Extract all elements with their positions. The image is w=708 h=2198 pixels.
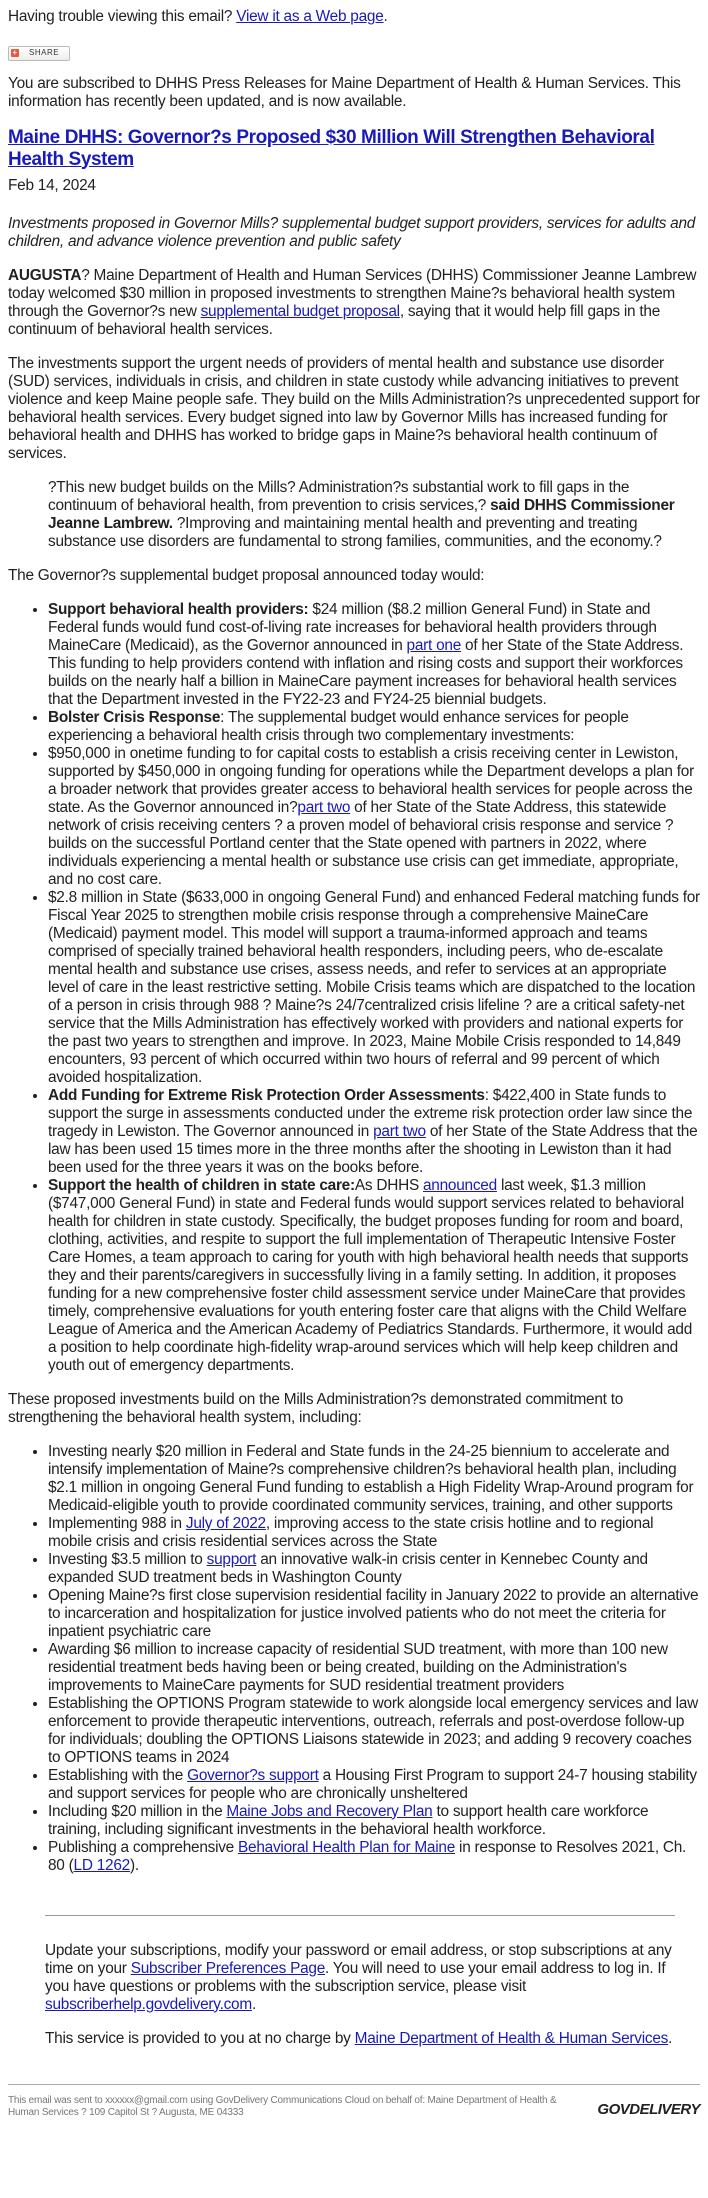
item-heading: Bolster Crisis Response (48, 708, 221, 726)
commissioner-quote (48, 479, 700, 551)
list-item (48, 1695, 700, 1767)
item-text: of her State of the State Address. This funding to help providers contend with inflation and rising costs and support their workforces builds on the nearly half a billion in MaineCare payment increases for behavioral health services that the Department invested in the FY22-23 and FY24-25 biennial budgets. (48, 636, 684, 708)
item-link[interactable]: Maine Jobs and Recovery Plan (226, 1802, 433, 1820)
list-item (48, 1641, 700, 1695)
item-text: Including $20 million in the (48, 1802, 227, 1820)
trouble-viewing (8, 8, 700, 26)
subtitle-text: Investments proposed in Governor Mills? supplemental budget support providers, services for adults and children, and advance violence prevention and public safety (8, 214, 696, 250)
text: , saying that it would help fill gaps in the continuum of behavioral health services. (8, 302, 661, 338)
subscriber-preferences-link[interactable]: Subscriber Preferences Page (130, 1959, 326, 1977)
view-web-page-link[interactable]: View it as a Web page (236, 8, 384, 25)
govdelivery-logo: GOVDELIVERY (597, 2100, 700, 2118)
proposal-list (8, 601, 700, 1375)
item-text: Awarding $6 million to increase capacity of residential SUD treatment, with more than 100 new residential treatment beds having been or being created, building on the Administration's improvements to MaineCare payments for SUD residential treatment providers (48, 1640, 668, 1694)
item-text: $2.8 million in State ($633,000 in ongoing General Fund) and enhanced Federal matching funds for Fiscal Year 2025 to strengthen mobile crisis response through a comprehensive MaineCare (Medicaid) payment model. This model will support a trauma-informed approach and teams comprised of specially trained behavioral health responders, including peers, who de-escalate mental health and substance use crises, assess needs, and refer to services at an appropriate level of care in the least restrictive setting. Mobile Crisis teams which are dispatched to the location of a person in crisis through 988 ? Maine?s 24/7centralized crisis lifeline ? are a critical safety-net service that the Mills Administration has effectively worked with providers and national experts for the past two years to strengthen and improve. In 2023, Maine Mobile Crisis responded to 14,849 encounters, 93 percent of which occurred within two hours of referral and 99 percent of which avoided hospitalization. (48, 888, 700, 1086)
item-text: Establishing with the (48, 1766, 188, 1784)
text: ? Maine Department of Health and Human Services (DHHS) Commissioner Jeanne Lambrew today welcomed $30 million in proposed investments to strengthen Maine?s behavioral health system through the Governor?s new (8, 266, 697, 320)
list1-intro: The Governor?s supplemental budget proposal announced today would: (8, 566, 485, 584)
punct: . (251, 1995, 256, 2013)
subscription-footer (45, 1915, 675, 2048)
item-text: a Housing First Program to support 24-7 housing stability and support services for people who are chronically unsheltered (48, 1766, 697, 1802)
item-link[interactable]: part one (406, 636, 462, 654)
punct: . (668, 2029, 673, 2047)
achievements-list (8, 1443, 700, 1875)
item-text: to support health care workforce training, including significant investments in the behavioral health workforce. (48, 1802, 649, 1838)
subscription-notice: You are subscribed to DHHS Press Releases for Maine Department of Health & Human Services. This information has recently been updated, and is now available. (8, 74, 681, 110)
item-text: of her State of the State Address, this statewide network of crisis receiving centers ? a proven model of behavioral crisis response and service ? builds on the successful Portland center that the State opened with partners in 2022, where individuals experiencing a mental health or substance use crisis can get immediate, appropriate, and no cost care. (48, 798, 679, 888)
list-item (48, 1443, 700, 1515)
item-link[interactable]: LD 1262 (73, 1856, 130, 1874)
article-title (8, 127, 700, 171)
list-item (48, 1551, 700, 1587)
share-label: SHARE (29, 48, 60, 57)
item-text: an innovative walk-in crisis center in Kennebec County and expanded SUD treatment beds in Washington County (48, 1550, 648, 1586)
list-item (48, 1803, 700, 1839)
item-text: $950,000 in onetime funding to for capital costs to establish a crisis receiving center in Lewiston, supported by $450,000 in ongoing funding for operations while the Department develops a plan for a broader network that provides greater access to behavioral health services for people across the state. As the Governor announced in? (48, 744, 694, 816)
item-link[interactable]: July of 2022 (185, 1514, 266, 1532)
list-item (48, 1087, 700, 1177)
list-item (48, 709, 700, 745)
subscriber-help-link[interactable]: subscriberhelp.govdelivery.com (45, 1995, 252, 2013)
text: ?Improving and maintaining mental health and preventing and treating substance use disorders are fundamental to strong families, communities, and the economy.? (48, 514, 662, 550)
list-item (48, 1839, 700, 1875)
sent-to-notice: This email was sent to xxxxxx@gmail.com using GovDelivery Communications Cloud on behalf of: Maine Department of Health & Human Services ? 109 Capitol St ? Augusta, ME 04333 (8, 2094, 557, 2118)
bottom-bar (8, 2084, 700, 2119)
item-link[interactable]: Governor?s support (187, 1766, 319, 1784)
article-title-link[interactable]: Maine DHHS: Governor?s Proposed $30 Million Will Strengthen Behavioral Health System (8, 126, 655, 170)
punct: . (383, 8, 388, 25)
dhhs-link[interactable]: Maine Department of Health & Human Services (354, 2029, 669, 2047)
item-text: Implementing 988 in (48, 1514, 186, 1532)
item-text: : $422,400 in State funds to support the surge in assessments conducted under the extreme risk protection order law since the tragedy in Lewiston. The Governor announced in (48, 1086, 693, 1140)
list-item (48, 601, 700, 709)
paragraph-augusta (8, 267, 700, 339)
item-text: Investing nearly $20 million in Federal and State funds in the 24-25 biennium to accelerate and intensify implementation of Maine?s comprehensive children?s behavioral health plan, including $2.1 million in ongoing General Fund funding to establish a High Fidelity Wrap-Around program for Medicaid-eligible youth to provide coordinated community services, training, and other supports (48, 1442, 694, 1514)
item-text: in response to Resolves 2021, Ch. 80 ( (48, 1838, 687, 1874)
plus-icon: + (12, 48, 18, 57)
list-item (48, 1587, 700, 1641)
item-heading: Support the health of children in state care: (48, 1176, 355, 1194)
paragraph-investments: The investments support the urgent needs of providers of mental health and substance use disorder (SUD) services, individuals in crisis, and children in state custody while advancing initiatives to prevent violence and keep Maine people safe. They build on the Mills Administration?s unprecedented support for behavioral health services. Every budget signed into law by Governor Mills has increased funding for behavioral health and DHHS has worked to bridge gaps in Maine?s behavioral health continuum of services. (8, 354, 700, 462)
item-text: Establishing the OPTIONS Program statewide to work alongside local emergency services and law enforcement to provide therapeutic interventions, outreach, referrals and post-overdose follow-up for individuals; doubling the OPTIONS Liaisons statewide in 2023; and adding 9 recovery coaches to OPTIONS teams in 2024 (48, 1694, 698, 1766)
item-text: ). (129, 1856, 139, 1874)
item-link[interactable]: support (206, 1550, 257, 1568)
item-text: Opening Maine?s first close supervision residential facility in January 2022 to provide an alternative to incarceration and hospitalization for justice involved patients who do not meet the criteria for inpatient psychiatric care (48, 1586, 699, 1640)
item-text: of her State of the State Address that the law has been used 15 times more in the three months after the shooting in Lewiston than it had been used for the three years it was on the books before. (48, 1122, 698, 1176)
list-item (48, 1767, 700, 1803)
quote-attribution: said DHHS Commissioner Jeanne Lambrew. (48, 496, 675, 532)
preferences-paragraph (45, 1942, 675, 2014)
item-link[interactable]: Behavioral Health Plan for Maine (238, 1838, 456, 1856)
item-text: $24 million ($8.2 million General Fund) in State and Federal funds would fund cost-of-living rate increases for behavioral health providers through MaineCare (Medicaid), as the Governor announced in (48, 600, 657, 654)
item-link[interactable]: part two (373, 1122, 426, 1140)
list-item (48, 889, 700, 1087)
item-text: Publishing a comprehensive (48, 1838, 239, 1856)
item-link[interactable]: part two (297, 798, 351, 816)
item-text: As DHHS (354, 1176, 423, 1194)
text: Update your subscriptions, modify your password or email address, or stop subscriptions at any time on your (45, 1941, 672, 1977)
item-text: Investing $3.5 million to (48, 1550, 207, 1568)
item-text: last week, $1.3 million ($747,000 General Fund) in state and Federal funds would support services related to behavioral health for children in state custody. Specifically, the budget proposes funding for room and board, clothing, activities, and respite to support the full implementation of Therapeutic Intensive Foster Care Homes, a team approach to caring for youth with high behavioral health needs that supports they and their parents/caregivers in successfully living in a family setting. In addition, it proposes funding for a new comprehensive foster child assessment service under MaineCare that provides timely, comprehensive evaluations for youth entering foster care that aligns with the Child Welfare League of America and the American Academy of Pediatrics Standards. Furthermore, it would add a position to help coordinate high-fidelity wrap-around services which will help keep children and youth out of emergency departments. (48, 1176, 693, 1374)
item-heading: Add Funding for Extreme Risk Protection Order Assessments (48, 1086, 485, 1104)
trouble-text: Having trouble viewing this email? (8, 8, 237, 25)
list2-intro: These proposed investments build on the Mills Administration?s demonstrated commitment to strengthening the behavioral health system, including: (8, 1390, 624, 1426)
list-item (48, 745, 700, 889)
supplemental-budget-link[interactable]: supplemental budget proposal (200, 302, 400, 320)
item-text: , improving access to the state crisis hotline and to regional mobile crisis and crisis residential services across the State (48, 1514, 654, 1550)
list-item (48, 1515, 700, 1551)
item-heading: Support behavioral health providers: (48, 600, 309, 618)
article-subtitle (8, 215, 700, 251)
list-item (48, 1177, 700, 1375)
text: This service is provided to you at no charge by (45, 2029, 355, 2047)
dateline: AUGUSTA (8, 266, 82, 284)
service-paragraph (45, 2030, 675, 2048)
text: . You will need to use your email address to log in. If you have questions or problems with the subscription service, please visit (45, 1959, 666, 1995)
item-link[interactable]: announced (423, 1176, 497, 1194)
share-button[interactable] (8, 46, 70, 61)
text: ?This new budget builds on the Mills? Administration?s substantial work to fill gaps in the continuum of behavioral health, from prevention to crisis services,? (48, 478, 630, 514)
article-date: Feb 14, 2024 (8, 176, 96, 194)
item-text: : The supplemental budget would enhance services for people experiencing a behavioral health crisis through two complementary investments: (48, 708, 629, 744)
